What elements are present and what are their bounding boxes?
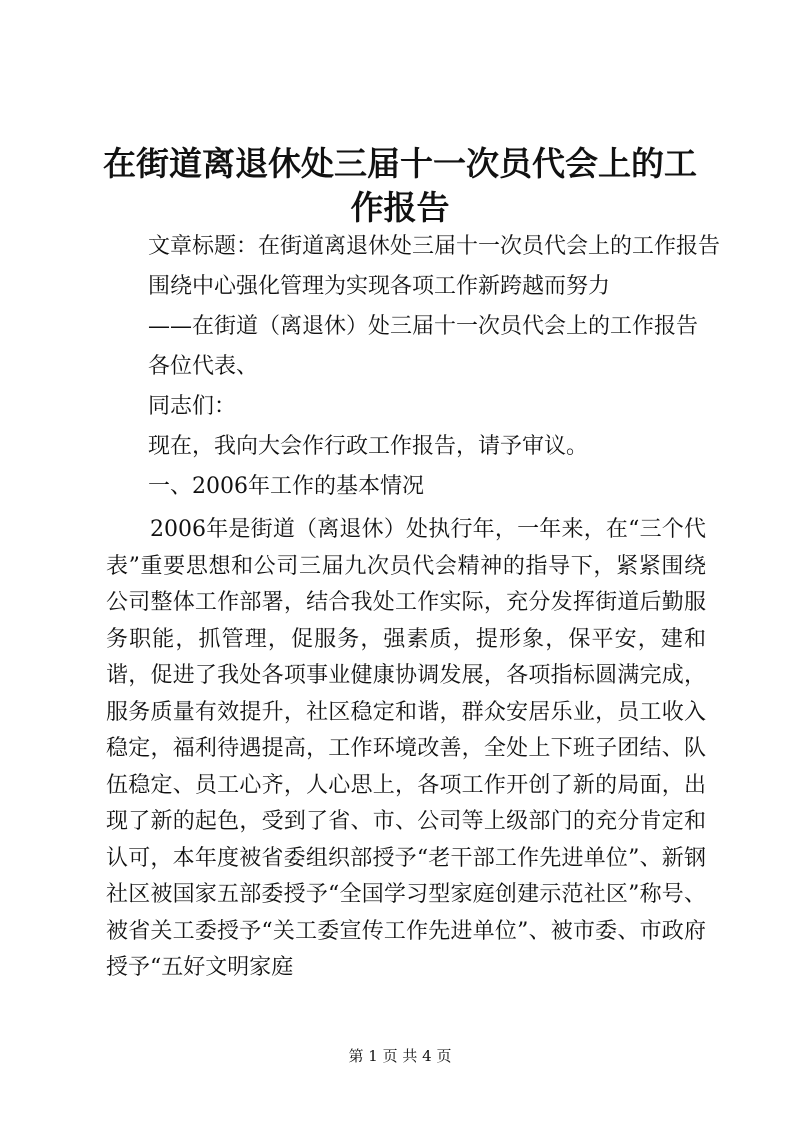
salutation-line: 各位代表、 (148, 354, 259, 379)
report-heading-line: ——在街道（离退休）处三届十一次员代会上的工作报告 (148, 314, 699, 339)
section-heading: 一、2006年工作的基本情况 (148, 474, 424, 499)
body-paragraph: 2006年是街道（离退休）处执行年，一年来，在“三个代表”重要思想和公司三届九次员代会精神的指导下，紧紧围绕公司整体工作部署，结合我处工作实际，充分发挥街道后勤服务职能，抓管理，促服务，强素质，提形象，保平安，建和谐，促进了我处各项事业健康协调发展，各项指标圆满完成，服务质量有效提升，社区稳定和谐，群众安居乐业，员工收入稳定，福利待遇提高，工作环境改善，全处上下班子团结、队伍稳定、员工心齐，人心思上，各项工作开创了新的局面，出现了新的起色，受到了省、市、公司等上级部门的充分肯定和认可，本年度被省委组织部授予“老干部工作先进单位”、新钢社区被国家五部委授予“全国学习型家庭创建示范社区”称号、被省关工委授予“关工委宣传工作先进单位”、被市委、市政府授予“五好文明家庭 (106, 517, 706, 980)
comrades-line: 同志们： (148, 394, 237, 419)
page-footer: 第 1 页 共 4 页 (348, 1047, 452, 1065)
intro-line: 现在，我向大会作行政工作报告，请予审议。 (148, 434, 589, 459)
article-title-line: 文章标题：在街道离退休处三届十一次员代会上的工作报告 (148, 234, 721, 259)
document-title: 在街道离退休处三届十一次员代会上的工作报告 (103, 144, 697, 227)
subtitle-line: 围绕中心强化管理为实现各项工作新跨越而努力 (148, 274, 611, 299)
